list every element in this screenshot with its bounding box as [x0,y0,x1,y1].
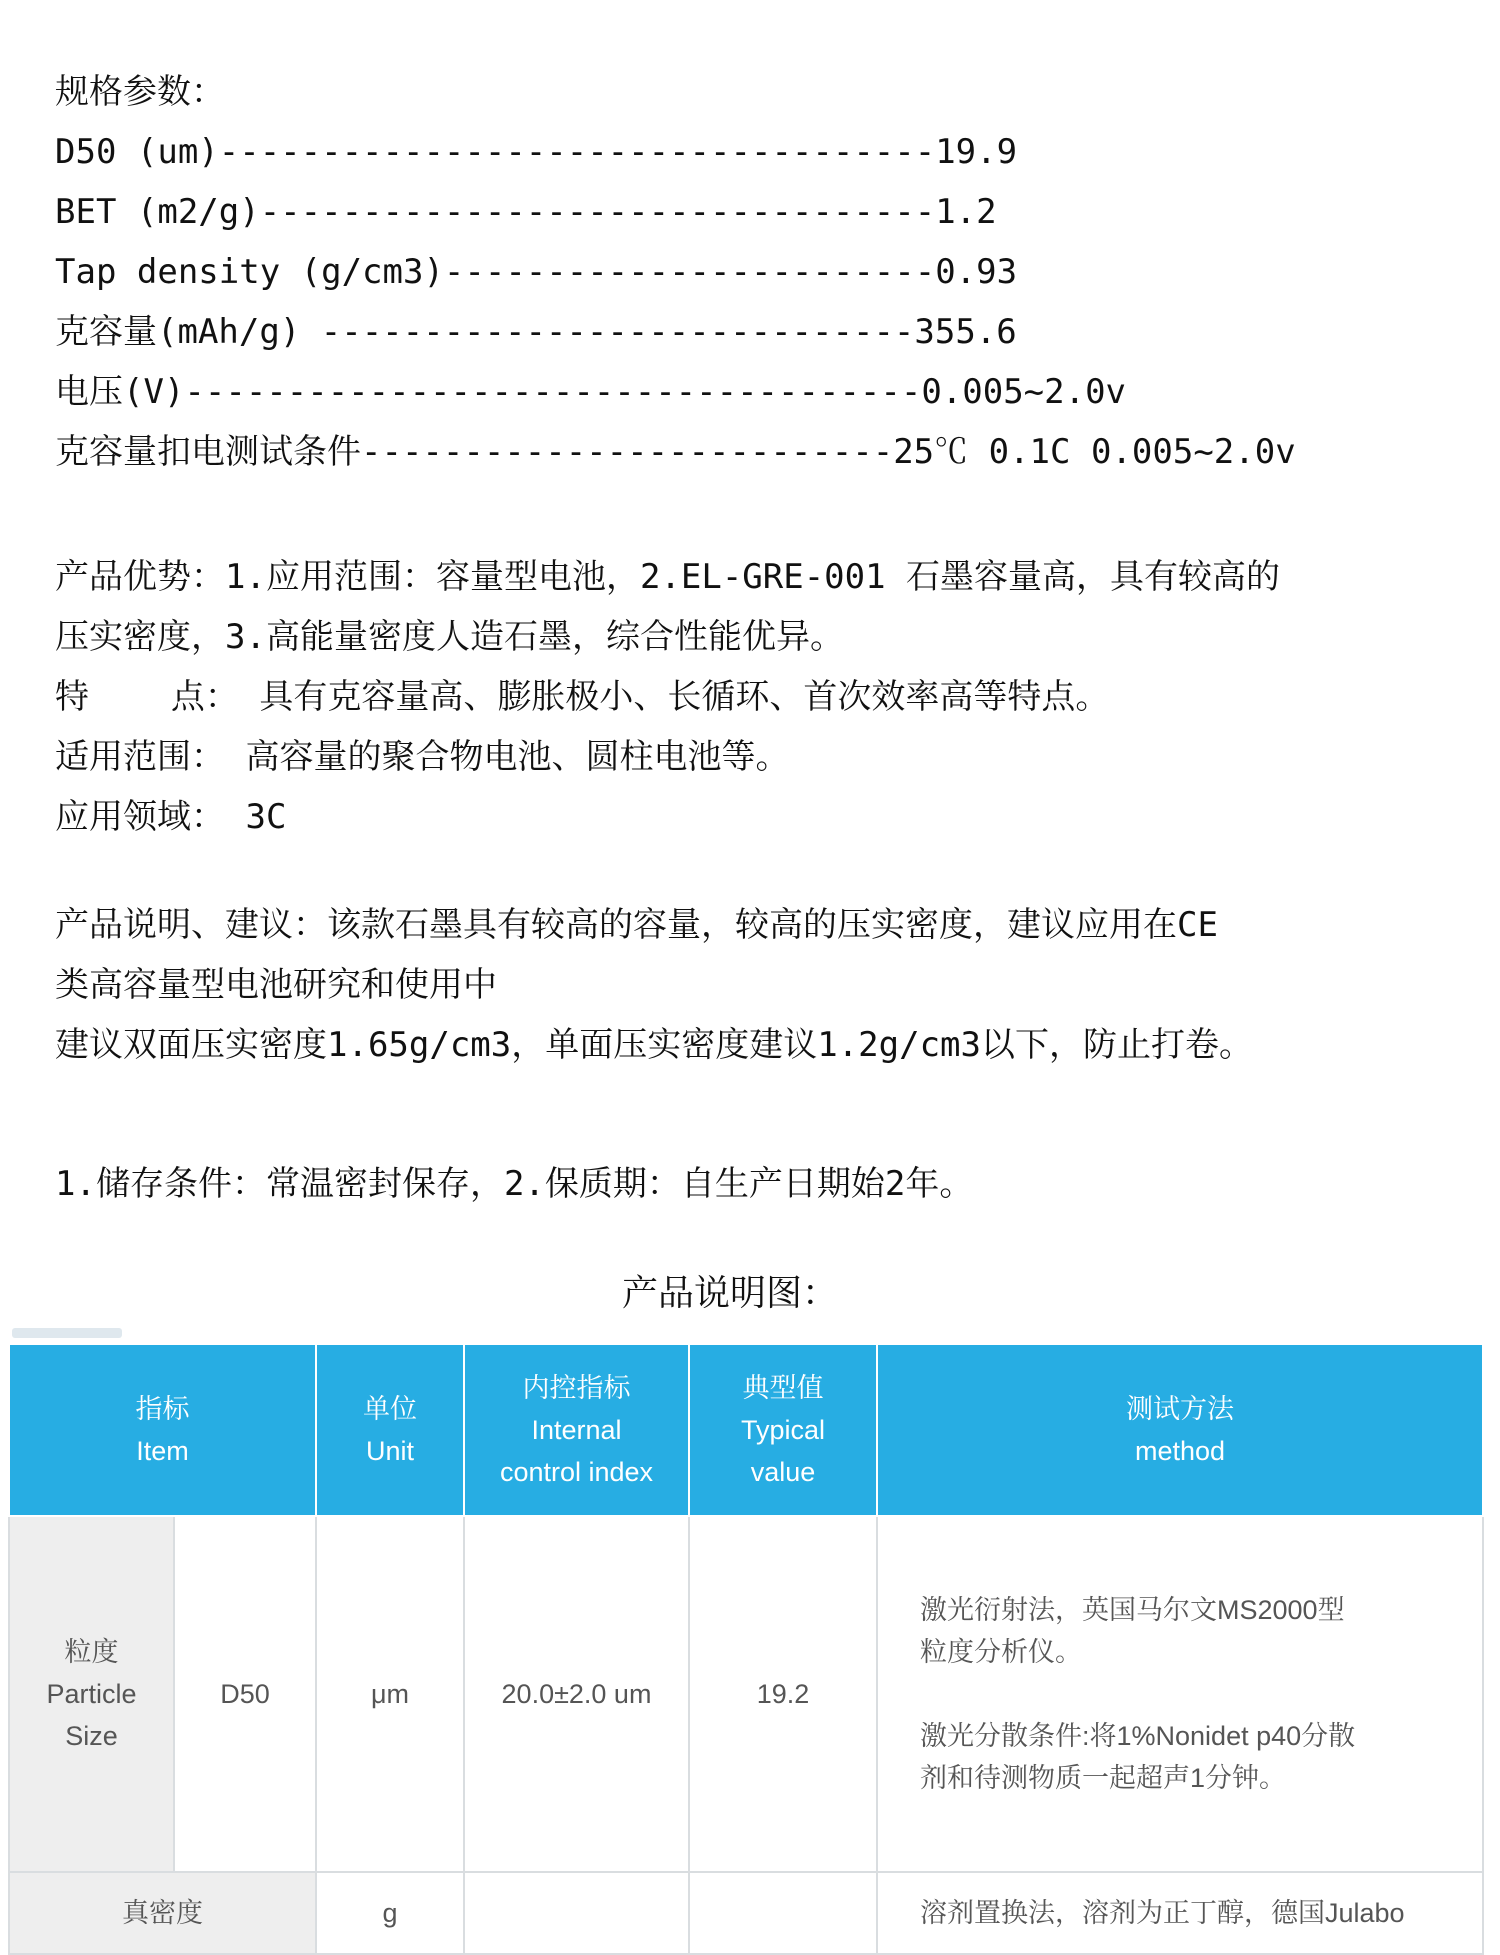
header-unit: 单位 Unit [316,1344,464,1516]
advantages-line: 压实密度，3.高能量密度人造石墨，综合性能优异。 [55,617,844,657]
recommendation-line: 建议双面压实密度1.65g/cm3，单面压实密度建议1.2g/cm3以下，防止打卷。 [55,1025,1253,1065]
row-typical-value: 19.2 [689,1516,877,1872]
description-section [55,895,1253,1075]
row-item: D50 [174,1516,316,1872]
spec-line-voltage: 电压(V)------------------------------------0.005~2.0v [55,372,1127,412]
spec-line-bet: BET (m2/g)---------------------------------1.2 [55,192,997,232]
spec-line-capacity: 克容量(mAh/g) -----------------------------355.6 [55,312,1017,352]
row-typical-value [689,1872,877,1954]
row-method: 溶剂置换法，溶剂为正丁醇，德国Julabo [877,1872,1483,1954]
table-row [9,1516,1483,1872]
table-header-row [9,1344,1483,1516]
header-method: 测试方法 method [877,1344,1483,1516]
spec-section [55,62,1296,482]
row-internal-control: 20.0±2.0 um [464,1516,689,1872]
image-artifact [12,1328,122,1338]
row-unit: μm [316,1516,464,1872]
header-item: 指标 Item [9,1344,316,1516]
row-category: 真密度 [9,1872,316,1954]
table-row [9,1872,1483,1954]
figure-caption: 产品说明图： [621,1273,838,1314]
storage-section [55,1154,973,1214]
spec-line-test-conditions: 克容量扣电测试条件--------------------------25℃ 0.1C 0.005~2.0v [55,432,1296,472]
advantages-section [55,547,1280,847]
header-internal-control: 内控指标 Internal control index [464,1344,689,1516]
application-field-line: 应用领域： 3C [55,797,287,837]
storage-line: 1.储存条件：常温密封保存，2.保质期：自生产日期始2年。 [55,1164,974,1204]
row-method: 激光衍射法，英国马尔文MS2000型 粒度分析仪。 激光分散条件:将1%Nonidet p40分散 剂和待测物质一起超声1分钟。 [877,1516,1483,1872]
advantages-line: 产品优势：1.应用范围：容量型电池，2.EL-GRE-001 石墨容量高，具有较高的 [55,557,1281,597]
spec-line-d50: D50 (um)-----------------------------------19.9 [55,132,1018,172]
row-category: 粒度 Particle Size [9,1516,174,1872]
spec-title: 规格参数： [55,72,225,112]
row-unit: g [316,1872,464,1954]
features-line: 特 点： 具有克容量高、膨胀极小、长循环、首次效率高等特点。 [55,677,1110,717]
description-line: 类高容量型电池研究和使用中 [55,965,497,1005]
spec-line-tap-density: Tap density (g/cm3)------------------------0.93 [55,252,1018,292]
header-typical-value: 典型值 Typical value [689,1344,877,1516]
spec-table [8,1343,1484,1955]
row-internal-control [464,1872,689,1954]
description-line: 产品说明、建议：该款石墨具有较高的容量，较高的压实密度，建议应用在CE [55,905,1218,945]
application-range-line: 适用范围： 高容量的聚合物电池、圆柱电池等。 [55,737,790,777]
